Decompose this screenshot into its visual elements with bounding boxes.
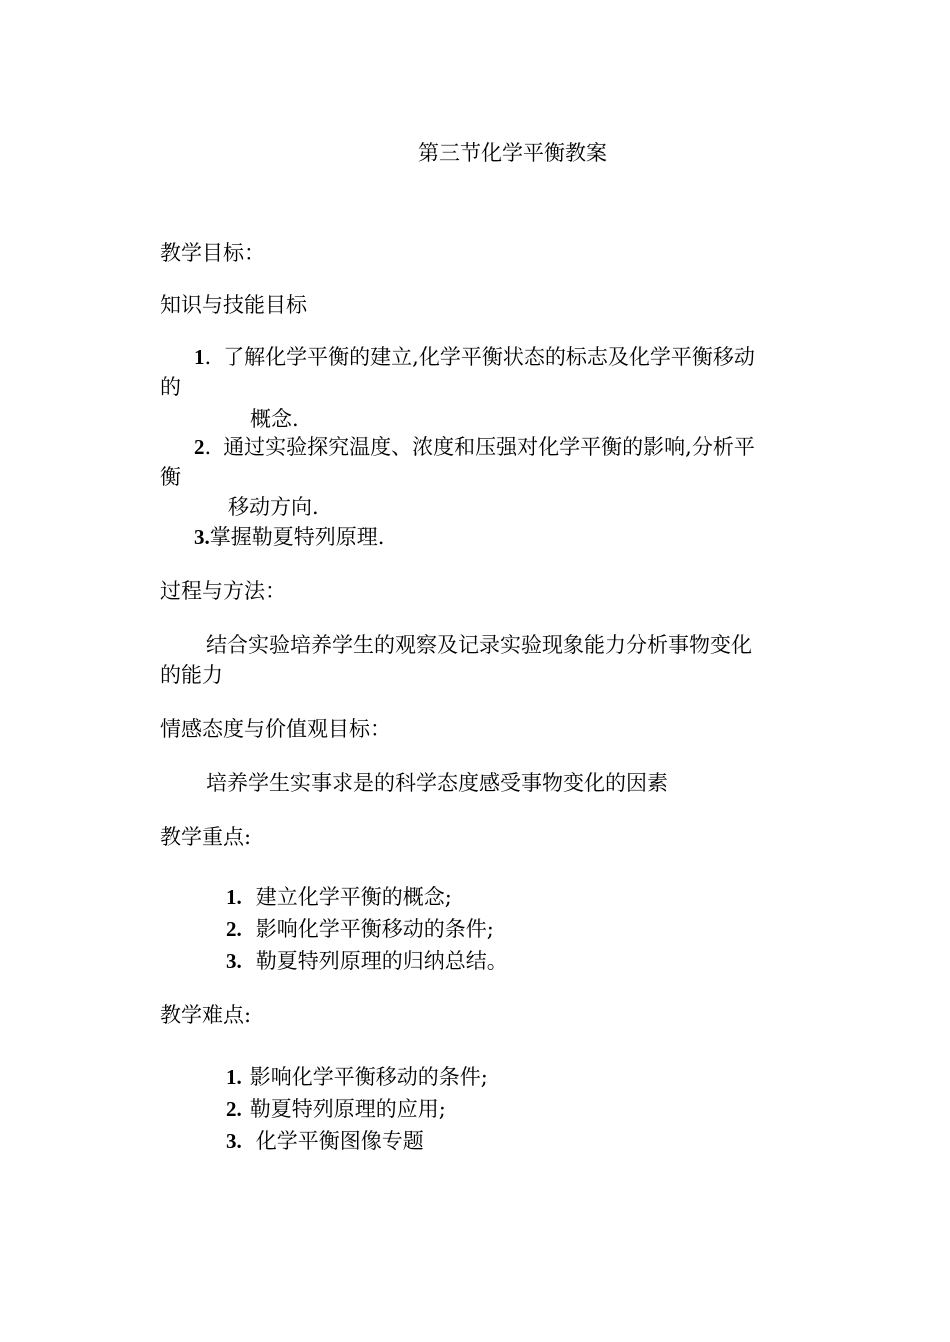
list-number: 1: [194, 345, 205, 369]
knowledge-item-2-wrap: 衡: [160, 465, 181, 489]
objectives-heading: 教学目标：: [160, 241, 265, 265]
list-number: 1.: [226, 1065, 242, 1089]
knowledge-item-2: [194, 432, 755, 462]
list-text: 通过实验探究温度、浓度和压强对化学平衡的影响,分析平: [223, 435, 755, 459]
list-sep: .: [204, 345, 212, 369]
key-point-item-3: [226, 946, 508, 976]
key-point-item-2: [226, 914, 494, 944]
difficulties-heading: 教学难点:: [160, 1003, 252, 1027]
process-text-line1: 结合实验培养学生的观察及记录实验现象能力分析事物变化: [206, 633, 752, 657]
list-text: 了解化学平衡的建立,化学平衡状态的标志及化学平衡移动: [223, 345, 755, 369]
knowledge-heading: 知识与技能目标: [160, 293, 307, 317]
list-text: 勒夏特列原理的归纳总结。: [255, 949, 508, 973]
difficulty-item-3: [226, 1126, 424, 1156]
emotion-text: 培养学生实事求是的科学态度感受事物变化的因素: [206, 771, 668, 795]
list-number: 3.: [226, 1129, 242, 1153]
knowledge-item-1-cont: 概念.: [250, 407, 299, 431]
knowledge-item-1-wrap: 的: [160, 375, 181, 399]
emotion-heading: 情感态度与价值观目标：: [160, 717, 391, 741]
list-text: 勒夏特列原理的应用;: [249, 1097, 446, 1121]
knowledge-item-1: [194, 342, 755, 372]
list-text: 掌握勒夏特列原理.: [209, 525, 385, 549]
knowledge-item-2-cont: 移动方向.: [228, 495, 319, 519]
process-text-line2: 的能力: [160, 663, 223, 687]
list-number: 2.: [226, 917, 242, 941]
difficulty-item-2: [226, 1094, 446, 1124]
page-title: 第三节化学平衡教案: [418, 141, 607, 165]
process-heading: 过程与方法：: [160, 579, 286, 603]
list-text: 影响化学平衡移动的条件;: [249, 1065, 488, 1089]
list-text: 影响化学平衡移动的条件;: [255, 917, 494, 941]
list-number: 3.: [226, 949, 242, 973]
list-number: 3.: [194, 525, 210, 549]
list-number: 1.: [226, 885, 242, 909]
difficulty-item-1: [226, 1062, 488, 1092]
list-number: 2: [194, 435, 205, 459]
key-point-item-1: [226, 882, 452, 912]
list-text: 建立化学平衡的概念;: [255, 885, 452, 909]
list-number: 2.: [226, 1097, 242, 1121]
knowledge-item-3: [194, 522, 384, 552]
list-sep: .: [204, 435, 212, 459]
list-text: 化学平衡图像专题: [255, 1129, 424, 1153]
key-points-heading: 教学重点:: [160, 825, 252, 849]
